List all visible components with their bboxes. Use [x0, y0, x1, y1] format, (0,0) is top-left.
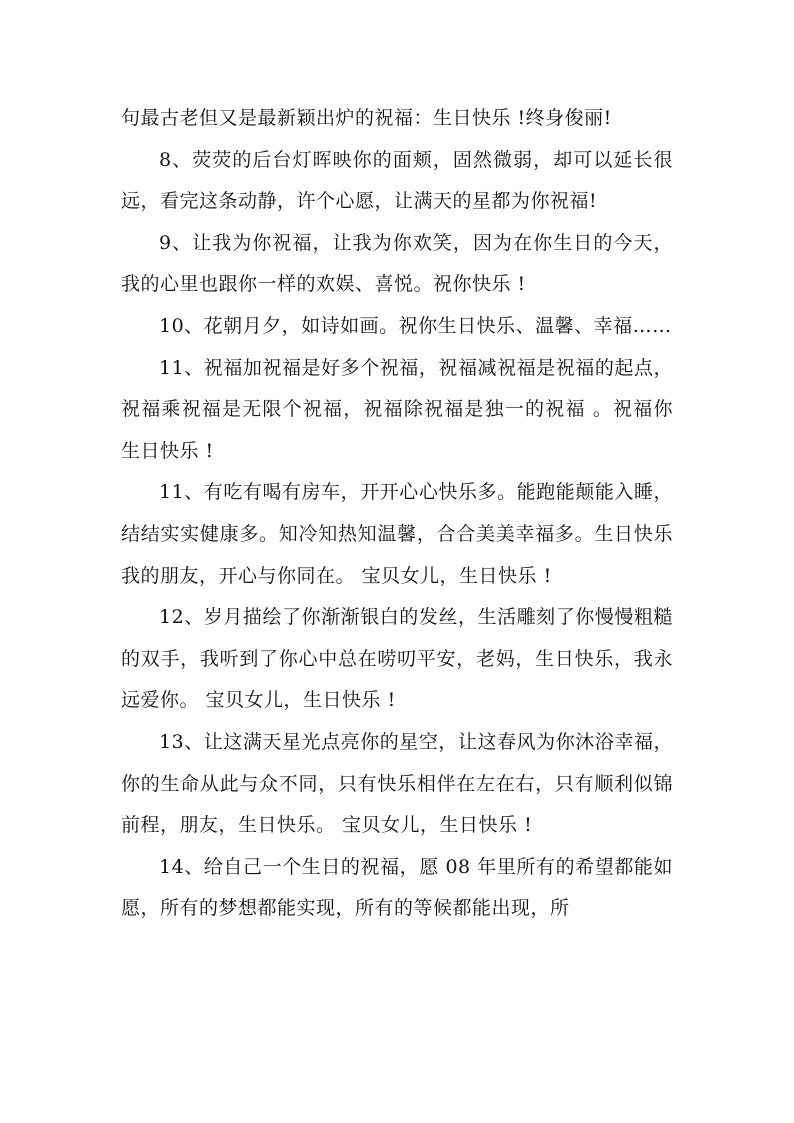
paragraph-13: 13、让这满天星光点亮你的星空，让这春风为你沐浴幸福，你的生命从此与众不同，只有快乐相伴在左在右，只有顺利似锦前程，朋友，生日快乐。 宝贝女儿，生日快乐 ! [121, 730, 673, 837]
paragraph-14: 14、给自己一个生日的祝福，愿 08 年里所有的希望都能如愿，所有的梦想都能实现，所有的等候都能出现，所 [121, 855, 673, 920]
paragraph-11b: 11、有吃有喝有房车，开开心心快乐多。能跑能颠能入睡，结结实实健康多。知冷知热知温馨，合合美美幸福多。生日快乐我的朋友，开心与你同在。 宝贝女儿，生日快乐 ! [121, 481, 673, 587]
document-body [121, 98, 673, 930]
paragraph-10: 10、花朝月夕，如诗如画。祝你生日快乐、温馨、幸福…… [159, 314, 672, 337]
paragraph-continuation: 句最古老但又是最新颖出炉的祝福：生日快乐 !终身俊丽! [121, 107, 612, 129]
paragraph-9: 9、让我为你祝福，让我为你欢笑，因为在你生日的今天，我的心里也跟你一样的欢娱、喜悦。祝你快乐 ! [121, 231, 673, 296]
paragraph-12: 12、岁月描绘了你渐渐银白的发丝，生活雕刻了你慢慢粗糙的双手，我听到了你心中总在唠叨平安，老妈，生日快乐，我永远爱你。 宝贝女儿，生日快乐 ! [121, 606, 673, 712]
paragraph-8: 8、荧荧的后台灯晖映你的面颊，固然微弱，却可以延长很远，看完这条动静，许个心愿，让满天的星都为你祝福! [121, 148, 673, 213]
paragraph-11a: 11、祝福加祝福是好多个祝福，祝福减祝福是祝福的起点，祝福乘祝福是无限个祝福，祝福除祝福是独一的祝福 。祝福你生日快乐 ! [121, 356, 673, 462]
